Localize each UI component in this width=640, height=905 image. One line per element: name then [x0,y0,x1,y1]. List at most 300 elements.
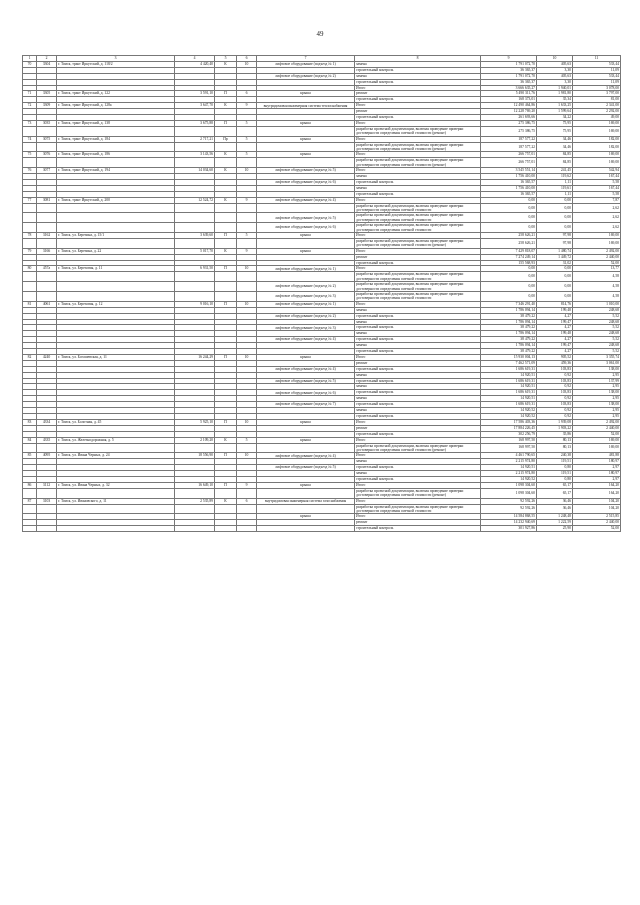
col-floors: 5 [237,233,257,239]
col-code [37,213,57,223]
col-work: разработка проектной документации, включая проведение проверки достоверности определения сметной стоимости (ремонт) [355,126,481,136]
col-area: 3 591,10 [175,91,215,97]
col-limit: 5,58 [573,179,621,185]
col-element: лифтовое оборудование (подъезд № 4) [257,366,355,372]
col-cost: 1 786 094,14 [481,319,537,325]
col-floors: 9 [237,248,257,254]
col-limit: 248,68 [573,331,621,337]
col-work: Итого [355,453,481,459]
col-code: 3081 [37,197,57,203]
col-work: ремонт [355,254,481,260]
col-work: разработка проектной документации, включая проведение проверки достоверности определения сметной стоимости (ремонт) [355,443,481,453]
col-cost-per-m2: 80,13 [537,437,573,443]
col-cost-per-m2: 1 449,72 [537,254,573,260]
col-work: Итого [355,266,481,272]
col-cost-per-m2: 905,52 [537,354,573,360]
col-cost-per-m2: 1 633,25 [537,103,573,109]
table-row [23,213,621,223]
header-cell-6: 6 [237,56,257,62]
col-code [37,203,57,213]
col-num: 76 [23,168,37,174]
col-cost: 0,00 [481,203,537,213]
col-address: г. Томск, ул. Ивана Черных, д. 32 [57,482,175,488]
col-limit: 169,00 [573,238,621,248]
col-limit: 182,00 [573,136,621,142]
col-work: строительный контроль [355,476,481,482]
col-work: Итого [355,301,481,307]
col-cost-per-m2: 0,00 [537,197,573,203]
col-work: замена [355,408,481,414]
col-cost-per-m2: 0,00 [537,223,573,233]
col-work: строительный контроль [355,526,481,532]
col-cost-per-m2: 119,51 [537,471,573,477]
col-cost-per-m2: 35,34 [537,97,573,103]
col-material: К [215,168,237,174]
col-element [257,272,355,282]
col-work: разработка проектной документации, включая проведение проверки достоверности определения сметной стоимости [355,291,481,301]
col-cost: 38 479,22 [481,313,537,319]
col-cost-per-m2: 3,30 [537,79,573,85]
col-limit: 182,00 [573,142,621,152]
col-element: лифтовое оборудование (подъезд № 2) [257,73,355,79]
col-limit: 169,00 [573,158,621,168]
col-cost: 92 592,26 [481,498,537,504]
col-limit: 167,44 [573,174,621,180]
col-limit: 5,52 [573,337,621,343]
col-limit: 248,68 [573,319,621,325]
col-limit: 5,52 [573,349,621,355]
col-cost-per-m2: 0,00 [537,266,573,272]
col-floors: 5 [237,152,257,158]
col-address: г. Томск, ул. Березовая, д. 12 [57,301,175,307]
col-area: 2 717,21 [175,136,215,142]
col-cost-per-m2: 4,27 [537,325,573,331]
col-cost-per-m2: 84,85 [537,158,573,168]
col-cost-per-m2: 34,22 [537,115,573,121]
col-work: замена [355,174,481,180]
col-area: 5 925,10 [175,419,215,425]
col-limit: 2,62 [573,223,621,233]
col-floors [237,504,257,514]
col-cost-per-m2: 97,98 [537,238,573,248]
col-work: разработка проектной документации, включая проведение проверки достоверности определения сметной стоимости (ремонт) [355,238,481,248]
col-material [215,291,237,301]
col-address: г. Томск, ул. Железнодорожная, д. 5 [57,437,175,443]
col-floors [237,223,257,233]
col-cost-per-m2: 199,48 [537,307,573,313]
col-cost-per-m2: 0,00 [537,203,573,213]
col-code: 457а [37,266,57,272]
col-cost: 1 686 619,31 [481,378,537,384]
col-cost: 275 386,75 [481,120,537,126]
col-cost-per-m2: 80,13 [537,443,573,453]
col-work: замена [355,61,481,67]
col-area [175,282,215,292]
col-cost-per-m2: 75,95 [537,120,573,126]
col-material: К [215,197,237,203]
col-area: 2 535,89 [175,498,215,504]
col-cost: 168 373,01 [481,97,537,103]
col-cost: 258 626,21 [481,233,537,239]
col-code: 3077 [37,168,57,174]
col-address [57,213,175,223]
col-cost: 1 786 094,14 [481,331,537,337]
col-num [23,158,37,168]
col-code [37,158,57,168]
col-cost: 14 920,51 [481,465,537,471]
col-code: 4061 [37,301,57,307]
col-material [215,203,237,213]
col-floors: 9 [237,103,257,109]
col-work: Итого [355,482,481,488]
col-cost-per-m2: 199,47 [537,343,573,349]
col-limit: 2,95 [573,408,621,414]
col-material [215,488,237,498]
col-work: замена [355,319,481,325]
col-num: 83 [23,419,37,425]
col-cost-per-m2: 1 248,48 [537,514,573,520]
col-element: лифтовое оборудование (подъезд № 3) [257,325,355,331]
col-area [175,488,215,498]
col-work: Итого [355,514,481,520]
col-address: г. Томск, тракт Иркутский, д. 122 [57,91,175,97]
col-cost-per-m2: 0,92 [537,372,573,378]
col-element: лифтовое оборудование (подъезд № 1) [257,301,355,307]
header-cell-9: 9 [481,56,537,62]
col-limit: 180,97 [573,471,621,477]
col-element: лифтовое оборудование (подъезд № 5) [257,465,355,471]
col-work: строительный контроль [355,402,481,408]
col-area [175,203,215,213]
col-cost: 7 462 571,09 [481,360,537,366]
col-code [37,282,57,292]
col-element: крыша [257,91,355,97]
col-material [215,526,237,532]
col-limit: 104,20 [573,498,621,504]
col-work: строительный контроль [355,337,481,343]
col-area [175,142,215,152]
col-address: г. Томск, тракт Иркутский, д. 200 [57,197,175,203]
col-code: 4240 [37,354,57,360]
col-cost: 0,00 [481,223,537,233]
col-address [57,223,175,233]
col-element [257,158,355,168]
col-cost: 14 920,51 [481,396,537,402]
col-cost-per-m2: 1,11 [537,191,573,197]
col-limit: 169,00 [573,437,621,443]
header-cell-1: 1 [23,56,37,62]
col-num [23,223,37,233]
table-row [23,504,621,514]
col-cost: 15 930 004,13 [481,354,537,360]
col-work: Итого [355,85,481,91]
col-work: строительный контроль [355,79,481,85]
col-cost-per-m2: 31,02 [537,260,573,266]
col-num [23,272,37,282]
col-material [215,504,237,514]
col-limit: 2,95 [573,396,621,402]
col-code: 3076 [37,152,57,158]
col-cost: 1 098 304,60 [481,482,537,488]
col-limit: 2,95 [573,372,621,378]
header-cell-3: 3 [57,56,175,62]
col-element: лифтовое оборудование (подъезд № 2) [257,282,355,292]
col-address: г. Томск, тракт Иркутский, д. 186 [57,152,175,158]
col-cost-per-m2: 103,83 [537,402,573,408]
col-material: К [215,152,237,158]
col-floors: 9 [237,197,257,203]
col-code: 3075 [37,136,57,142]
col-area: 5 017,70 [175,248,215,254]
col-num [23,443,37,453]
col-material [215,223,237,233]
table-row [23,158,621,168]
col-floors: 6 [237,498,257,504]
col-floors [237,203,257,213]
col-cost-per-m2: 65,17 [537,482,573,488]
col-element: крыша [257,248,355,254]
col-code [37,126,57,136]
col-cost: 36 365,37 [481,79,537,85]
col-work: ремонт [355,109,481,115]
col-cost-per-m2: 0,80 [537,465,573,471]
col-cost: 36 365,37 [481,67,537,73]
col-limit: 4,58 [573,272,621,282]
col-limit: 533,44 [573,73,621,79]
col-limit: 3 355,74 [573,354,621,360]
col-cost-per-m2: 0,00 [537,213,573,223]
col-floors: 5 [237,437,257,443]
col-floors [237,272,257,282]
col-cost-per-m2: 0,92 [537,408,573,414]
header-cell-8: 8 [355,56,481,62]
col-cost: 275 386,75 [481,126,537,136]
col-cost: 7 346 291,40 [481,301,537,307]
col-cost-per-m2: 0,92 [537,414,573,420]
col-num [23,126,37,136]
col-limit: 167,44 [573,185,621,191]
col-cost: 7 274 249,14 [481,254,537,260]
col-address: г. Томск, ул. Березовая, д. 11 [57,266,175,272]
col-cost: 0,00 [481,266,537,272]
col-num: 79 [23,248,37,254]
col-cost: 14 920,51 [481,384,537,390]
col-cost-per-m2: 97,98 [537,233,573,239]
col-work: строительный контроль [355,465,481,471]
col-work: строительный контроль [355,349,481,355]
col-area [175,291,215,301]
col-limit: 138,00 [573,390,621,396]
col-address: г. Томск, ул. Ивановского, д. 11 [57,498,175,504]
col-cost: 1 791 072,70 [481,61,537,67]
col-area: 16 244,29 [175,354,215,360]
col-element: лифтовое оборудование (подъезд № 1) [257,61,355,67]
col-cost-per-m2: 103,83 [537,366,573,372]
col-floors [237,142,257,152]
col-num: 80 [23,266,37,272]
col-cost: 0,00 [481,197,537,203]
col-work: разработка проектной документации, включая проведение проверки достоверности определения сметной стоимости [355,272,481,282]
col-cost: 302 256,79 [481,431,537,437]
col-element: крыша [257,152,355,158]
table-row [23,282,621,292]
col-num: 81 [23,301,37,307]
col-cost-per-m2: 814,76 [537,301,573,307]
header-cell-11: 11 [573,56,621,62]
col-limit: 481,88 [573,453,621,459]
col-limit: 169,00 [573,443,621,453]
col-limit: 248,68 [573,343,621,349]
col-limit: 2,95 [573,384,621,390]
col-address [57,203,175,213]
col-limit: 2,97 [573,465,621,471]
col-cost: 168 997,50 [481,443,537,453]
col-area: 3 647,70 [175,103,215,109]
table-row [23,291,621,301]
col-cost-per-m2: 4,27 [537,349,573,355]
col-element: крыша [257,437,355,443]
col-limit: 49,00 [573,115,621,121]
col-element [257,488,355,498]
col-limit: 2 440,00 [573,425,621,431]
col-code: 3162 [37,233,57,239]
col-address: г. Томск, ул. Ивана Черных, д. 24 [57,453,175,459]
col-work: ремонт [355,360,481,366]
col-area: 14 034,60 [175,168,215,174]
col-limit: 2 341,00 [573,103,621,109]
col-address [57,526,175,532]
col-limit: 248,68 [573,307,621,313]
col-element: крыша [257,419,355,425]
col-num [23,213,37,223]
col-material: К [215,103,237,109]
col-cost: 38 479,22 [481,325,537,331]
col-num [23,291,37,301]
col-address: г. Томск, ул. Березина, д. 22 [57,248,175,254]
col-cost: 14 920,52 [481,414,537,420]
col-work: разработка проектной документации, включая проведение проверки достоверности определения сметной стоимости (ремонт) [355,142,481,152]
table-row [23,443,621,453]
col-limit: 542,94 [573,168,621,174]
col-cost-per-m2: 0,92 [537,396,573,402]
col-work: строительный контроль [355,115,481,121]
col-address: г. Томск, тракт Иркутский, д. 128а [57,103,175,109]
col-cost: 16 365,57 [481,179,537,185]
col-area [175,126,215,136]
col-cost: 301 927,86 [481,526,537,532]
col-area [175,504,215,514]
col-cost: 1 791 072,70 [481,73,537,79]
col-work: разработка проектной документации, включая проведение проверки достоверности определения сметной стоимости (ремонт) [355,488,481,498]
col-address [57,488,175,498]
col-limit: 3 078,00 [573,85,621,91]
col-cost-per-m2: 1,11 [537,179,573,185]
table-row [23,142,621,152]
col-address: г. Томск, тракт Иркутский, д. 118/2 [57,61,175,67]
col-work: Итого [355,136,481,142]
col-limit: 138,00 [573,402,621,408]
col-cost: 1 786 094,14 [481,307,537,313]
col-work: строительный контроль [355,179,481,185]
col-address [57,272,175,282]
col-code [37,526,57,532]
col-material: Пр [215,136,237,142]
col-work: замена [355,396,481,402]
col-material: П [215,233,237,239]
col-material [215,142,237,152]
header-cell-4: 4 [175,56,215,62]
col-work: замена [355,459,481,465]
col-limit: 2 492,00 [573,419,621,425]
col-cost-per-m2: 4,27 [537,313,573,319]
col-limit: 7,87 [573,197,621,203]
col-work: ремонт [355,91,481,97]
col-area [175,223,215,233]
col-element: лифтовое оборудование (подъезд № 5) [257,378,355,384]
col-cost: 1 686 619,31 [481,390,537,396]
col-floors: 10 [237,301,257,307]
col-cost-per-m2: 199,48 [537,331,573,337]
col-limit: 3 061,00 [573,360,621,366]
col-work: строительный контроль [355,191,481,197]
col-code [37,443,57,453]
col-work: замена [355,307,481,313]
col-work: строительный контроль [355,67,481,73]
col-num [23,203,37,213]
col-cost-per-m2: 0,00 [537,291,573,301]
col-code: 4334 [37,419,57,425]
col-cost: 17 586 403,36 [481,419,537,425]
col-limit: 164,20 [573,488,621,498]
col-cost: 4 461 790,65 [481,453,537,459]
col-area: 3 639,60 [175,233,215,239]
col-work: замена [355,343,481,349]
col-num: 82 [23,354,37,360]
col-element [257,443,355,453]
col-area [175,526,215,532]
col-cost: 17 884 226,45 [481,425,537,431]
col-material: П [215,301,237,307]
col-element: лифтовое оборудование (подъезд № 6) [257,390,355,396]
col-address: г. Томск, ул. Березина, д. 15/1 [57,233,175,239]
col-material: К [215,61,237,67]
col-cost-per-m2: 103,83 [537,390,573,396]
col-floors [237,526,257,532]
col-address: г. Томск, тракт Иркутский, д. 184 [57,136,175,142]
col-cost: 1 756 410,00 [481,185,537,191]
col-num [23,282,37,292]
table-row [23,126,621,136]
col-cost-per-m2: 0,00 [537,272,573,282]
col-code [37,223,57,233]
col-work: строительный контроль [355,366,481,372]
col-material: П [215,120,237,126]
col-limit: 2,97 [573,476,621,482]
col-cost-per-m2: 405,63 [537,73,573,79]
col-area: 18 556,90 [175,453,215,459]
col-code: 3305 [37,91,57,97]
col-material [215,213,237,223]
col-limit: 2 440,00 [573,520,621,526]
col-element: крыша [257,233,355,239]
col-num: 86 [23,482,37,488]
col-work: Итого [355,354,481,360]
col-work: Итого [355,168,481,174]
col-work: замена [355,384,481,390]
col-cost-per-m2: 119,61 [537,185,573,191]
col-limit: 533,44 [573,61,621,67]
col-element [257,526,355,532]
